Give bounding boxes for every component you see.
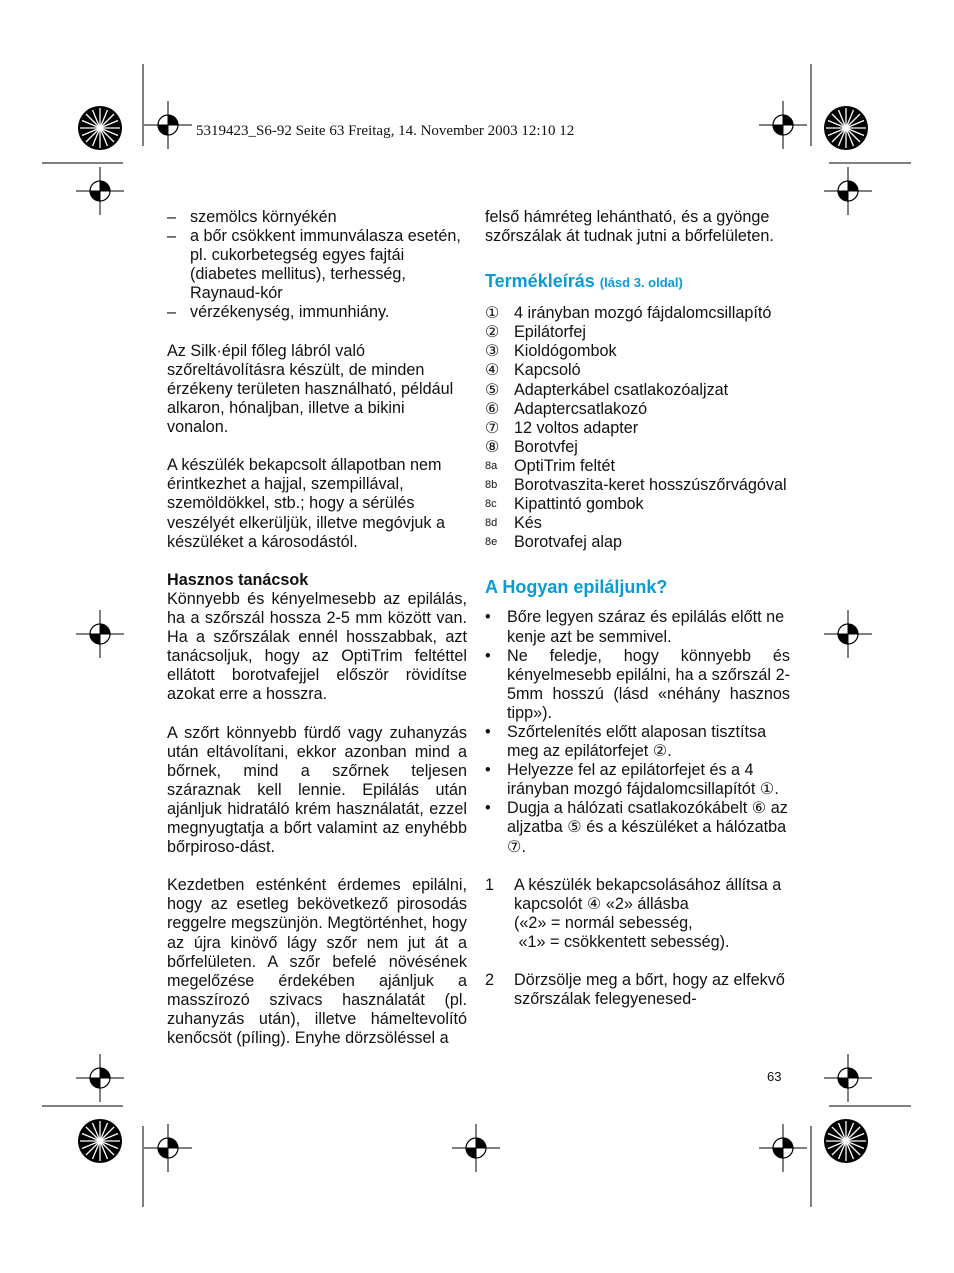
left-column [167, 208, 467, 1048]
bullet-text: Bőre legyen száraz és epilálás előtt ne kenje azt be semmivel. [507, 608, 785, 646]
part-number: 8a [485, 459, 498, 472]
part-label: Adaptercsatlakozó [514, 399, 648, 418]
step-subtext: («2» = normál sebesség, [514, 913, 693, 932]
part-item [485, 342, 790, 361]
part-number: ① [485, 304, 500, 323]
paragraph: felső hámréteg lehántható, és a gyönge szőrszálak át tudnak jutni a bőrfelületen. [485, 208, 774, 246]
part-label: Borotvaszita-keret hosszúszőrvágóval [514, 476, 787, 495]
part-label: Borotvfej [514, 437, 578, 456]
list-item-text: vérzékenység, immunhiány. [190, 303, 390, 322]
part-number: ⑦ [485, 418, 500, 437]
part-number: ⑤ [485, 380, 500, 399]
bullet-text: Helyezze fel az epilátorfejet és a 4 irányban mozgó fájdalomcsillapítót ①. [507, 761, 779, 799]
part-number: ⑧ [485, 437, 500, 456]
tips-paragraph: Könnyebb és kényelmesebb az epilálás, ha a szőrszál hossza 2-5 mm között van. Ha a szőrszálak ennél hosszabbak, azt tanácsoljuk, hogy az OptiTrim feltéttel ellátott borotvafejjel először rövidítse azokat erre a hosszra. [167, 589, 467, 704]
howto-heading: A Hogyan epiláljunk? [485, 577, 668, 598]
step-text: A készülék bekapcsolásához állítsa a kapcsolót ④ «2» állásba [514, 875, 782, 913]
part-label: OptiTrim feltét [514, 456, 616, 475]
part-item [485, 514, 790, 533]
bullet-text: Szőrtelenítés előtt alaposan tisztítsa meg az epilátorfejet ②. [507, 722, 767, 761]
part-item [485, 533, 790, 552]
step-item [485, 971, 790, 1009]
list-item [167, 227, 467, 303]
part-number: 8d [485, 517, 498, 530]
step-item [485, 876, 790, 952]
bullet-item [485, 647, 790, 723]
dash-marker: – [167, 303, 177, 322]
part-item [485, 381, 790, 400]
dash-marker: – [167, 227, 177, 246]
bullet-item [485, 761, 790, 799]
product-heading [485, 270, 790, 294]
part-item [485, 495, 790, 514]
part-number: ④ [485, 361, 500, 380]
paragraph: A szőrt könnyebb fürdő vagy zuhanyzás után eltávolítani, ekkor azonban mind a bőrnek, mind a szőrnek teljesen száraznak kell lennie. Epilálás után ajánljuk hidratáló krém használatát, ezzel megnyugtatja a bőrt valamint az enyhébb bőrpiroso-dást. [167, 723, 467, 857]
bullet-marker: • [485, 646, 491, 665]
part-item [485, 323, 790, 342]
part-number: ③ [485, 342, 500, 361]
step-number: 2 [485, 971, 495, 990]
part-item [485, 476, 790, 495]
bullet-text: Ne feledje, hogy könnyebb és kényelmesebb epilálni, ha a szőrszál 2-5mm hosszú (lásd «néhány hasznos tipp»). [507, 646, 790, 722]
part-label: Kioldógombok [514, 342, 617, 361]
step-subtext: «1» = csökkentett sebesség). [514, 933, 730, 951]
part-label: 12 voltos adapter [514, 418, 639, 437]
part-item [485, 438, 790, 457]
part-number: 8b [485, 479, 498, 492]
part-label: Kés [514, 514, 542, 533]
part-number: 8c [485, 498, 497, 511]
part-label: Kapcsoló [514, 361, 581, 380]
part-item [485, 419, 790, 438]
bullet-item [485, 723, 790, 761]
tips-title: Hasznos tanácsok [167, 570, 309, 589]
bullet-item [485, 799, 790, 856]
part-label: Borotvafej alap [514, 533, 622, 552]
list-item [167, 303, 467, 322]
step-text: Dörzsölje meg a bőrt, hogy az elfekvő szőrszálak felegyenesed- [514, 971, 785, 1009]
right-column [485, 208, 790, 1009]
part-label: 4 irányban mozgó fájdalomcsillapító [514, 304, 772, 323]
part-item [485, 457, 790, 476]
list-item-text: szemölcs környékén [190, 208, 337, 226]
part-label: Adapterkábel csatlakozóaljzat [514, 380, 729, 399]
part-number: 8e [485, 536, 498, 549]
step-number: 1 [485, 875, 495, 894]
part-item [485, 304, 790, 323]
part-number: ⑥ [485, 399, 500, 418]
part-label: Kipattintó gombok [514, 495, 644, 514]
print-slug: 5319423_S6-92 Seite 63 Freitag, 14. November 2003 12:10 12 [196, 123, 575, 139]
part-item [485, 400, 790, 419]
bullet-marker: • [485, 722, 491, 741]
part-label: Epilátorfej [514, 323, 586, 342]
product-heading-ref: (lásd 3. oldal) [599, 275, 683, 291]
page-number: 63 [767, 1069, 782, 1084]
part-number: ② [485, 323, 500, 342]
bullet-marker: • [485, 608, 491, 627]
dash-marker: – [167, 208, 177, 226]
list-item-text: a bőr csökkent immunválasza esetén, pl. cukorbetegség egyes fajtái (diabetes mellitus), terhesség, Raynaud-kór [190, 227, 461, 303]
paragraph: Az Silk·épil főleg lábról való szőreltávolításra készült, de minden érzékeny területen használható, például alkaron, hónaljban, illetve a bikini vonalon. [167, 341, 454, 437]
paragraph: A készülék bekapcsolt állapotban nem érintkezhet a hajjal, szempillával, szemöldökkel, stb.; hogy a sérülés veszélyét elkerüljük, illetve megóvjuk a készüléket a károsodástól. [167, 456, 446, 551]
bullet-text: Dugja a hálózati csatlakozókábelt ⑥ az aljzatba ⑤ és a készüléket a hálózatba ⑦. [507, 799, 788, 856]
bullet-item [485, 608, 790, 646]
bullet-marker: • [485, 761, 491, 780]
paragraph: Kezdetben esténként érdemes epilálni, hogy az esetleg bekövetkező pirosodás reggelre megszünjön. Megtörténhet, hogy az újra kinövő lágy szőr nem jut át a bőrfelületen. A szőr befelé növésének megelőzése érdekében ajánljuk a masszírozó szivacs használatát (pl. zuhanyzás után), illetve hámeltevolító kenőcsöt (píling). Enyhe dörzsöléssel a [167, 876, 467, 1048]
bullet-marker: • [485, 799, 491, 818]
list-item [167, 208, 467, 227]
part-item [485, 361, 790, 380]
product-heading-title: Termékleírás [485, 271, 595, 292]
